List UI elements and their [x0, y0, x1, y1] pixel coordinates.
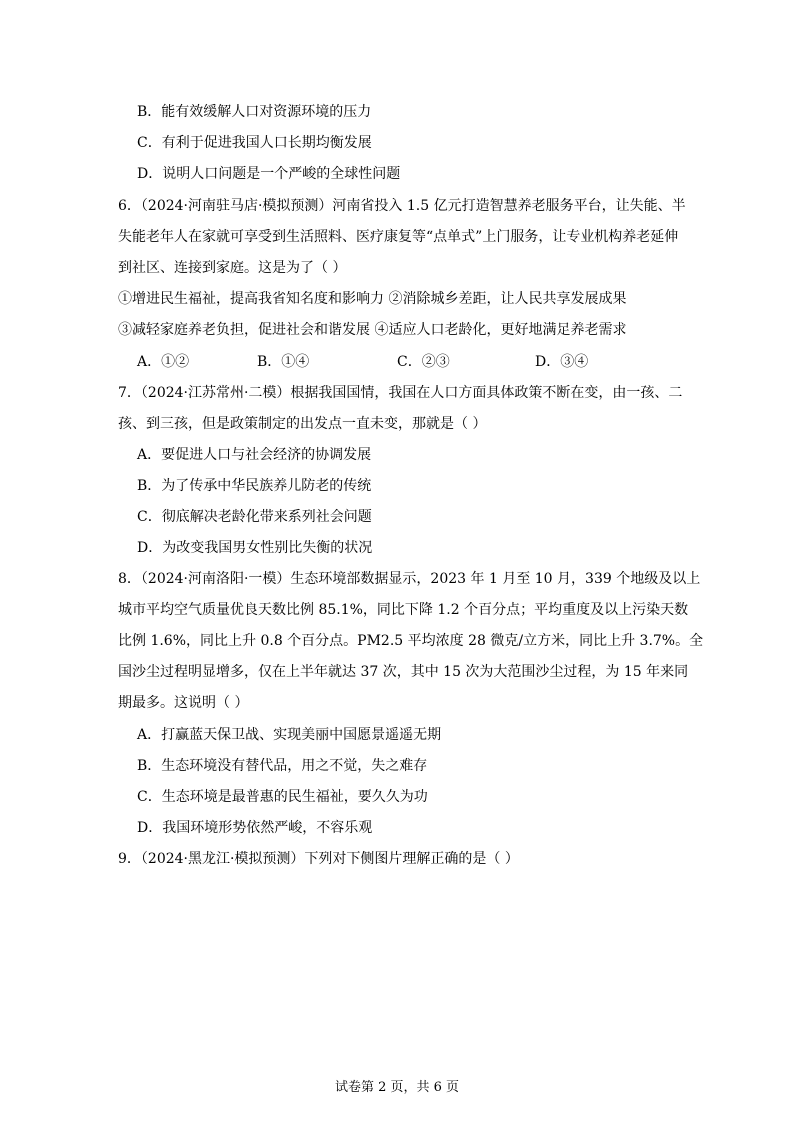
q7-option-a: A．要促进人口与社会经济的协调发展	[137, 447, 372, 463]
q6-stem-line2: 失能老年人在家就可享受到生活照料、医疗康复等“点单式”上门服务，让专业机构养老延伸	[118, 229, 679, 245]
q7-option-b: B．为了传承中华民族养儿防老的传统	[137, 478, 372, 494]
q8-stem-line4: 国沙尘过程明显增多，仅在上半年就达 37 次，其中 15 次为大范围沙尘过程，为 15 年来同	[118, 664, 689, 680]
page-footer: 试卷第 2 页，共 6 页	[334, 1080, 460, 1095]
q5-option-b: B．能有效缓解人口对资源环境的压力	[137, 104, 372, 120]
q7-option-d: D．为改变我国男女性别比失衡的状况	[137, 540, 373, 556]
q6-stem-line1: 6．（2024·河南驻马店·模拟预测）河南省投入 1.5 亿元打造智慧养老服务平台，让失能、半	[118, 198, 686, 214]
q8-option-c: C．生态环境是最普惠的民生福祉，要久久为功	[137, 789, 428, 805]
q8-option-a: A．打赢蓝天保卫战、实现美丽中国愿景遥遥无期	[137, 727, 442, 743]
q6-option-a: A．①②	[137, 354, 190, 370]
q6-option-b: B．①④	[257, 354, 310, 370]
q8-option-d: D．我国环境形势依然严峻，不容乐观	[137, 820, 373, 836]
q7-stem-line2: 孩、到三孩，但是政策制定的出发点一直未变，那就是（ ）	[118, 416, 487, 432]
q8-stem-line5: 期最多。这说明（ ）	[118, 695, 249, 711]
q8-stem-line3: 比例 1.6%，同比上升 0.8 个百分点。PM2.5 平均浓度 28 微克/立方米，同比上升 3.7%。全	[118, 633, 704, 649]
q5-option-d: D．说明人口问题是一个严峻的全球性问题	[137, 166, 401, 182]
q8-stem-line1: 8．（2024·河南洛阳·一模）生态环境部数据显示，2023 年 1 月至 10 月，339 个地级及以上	[118, 571, 701, 587]
q6-option-d: D．③④	[535, 354, 589, 370]
q6-statements-line2: ③减轻家庭养老负担，促进社会和谐发展 ④适应人口老龄化，更好地满足养老需求	[118, 322, 627, 338]
q7-option-c: C．彻底解决老龄化带来系列社会问题	[137, 509, 372, 525]
q8-stem-line2: 城市平均空气质量优良天数比例 85.1%，同比下降 1.2 个百分点；平均重度及以上污染天数	[118, 602, 689, 618]
q5-option-c: C．有利于促进我国人口长期均衡发展	[137, 135, 372, 151]
q6-options-row	[137, 352, 617, 372]
q7-stem-line1: 7．（2024·江苏常州·二模）根据我国国情，我国在人口方面具体政策不断在变，由一孩、二	[118, 385, 683, 401]
q8-option-b: B．生态环境没有替代品，用之不觉，失之难存	[137, 758, 428, 774]
q6-option-c: C．②③	[397, 354, 450, 370]
q6-stem-line3: 到社区、连接到家庭。这是为了（ ）	[118, 260, 347, 276]
q6-statements-line1: ①增进民生福祉，提高我省知名度和影响力 ②消除城乡差距，让人民共享发展成果	[118, 291, 627, 307]
q9-stem-line1: 9．（2024·黑龙江·模拟预测）下列对下侧图片理解正确的是（ ）	[118, 851, 519, 867]
